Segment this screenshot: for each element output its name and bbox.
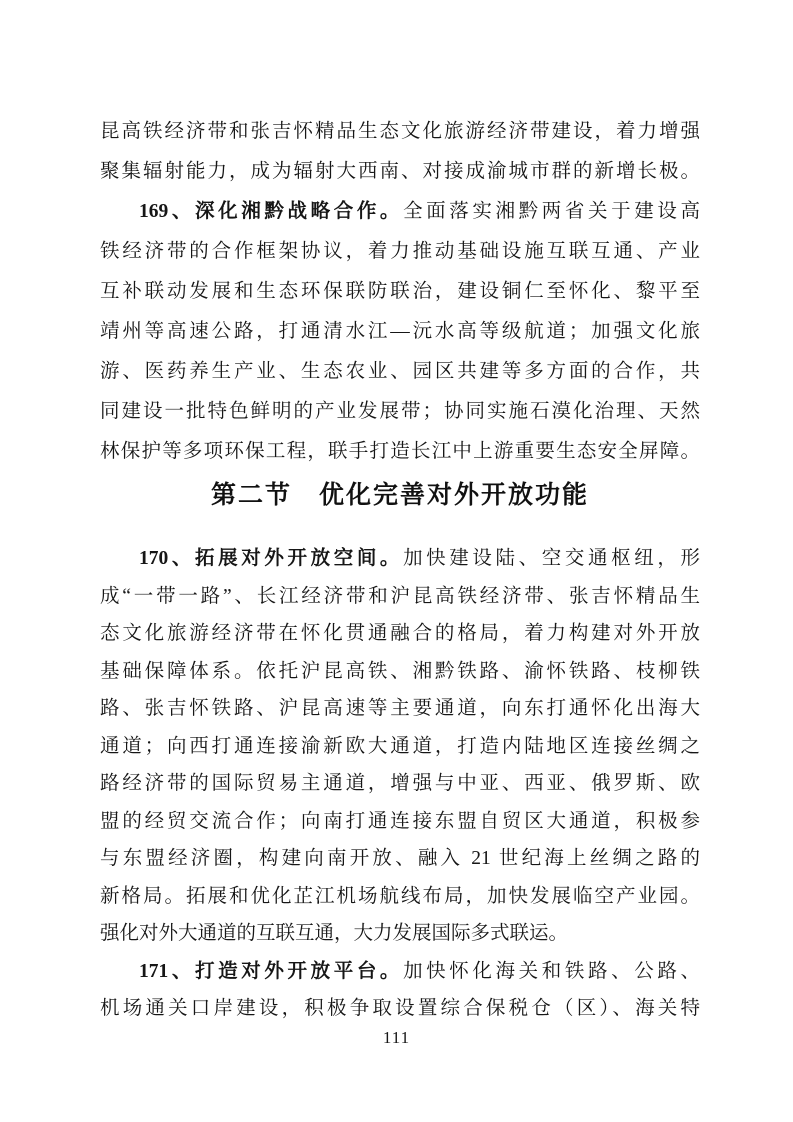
text-line xyxy=(100,803,700,841)
text-run: 成“一带一路”、长江经济带和沪昆高铁经济带、张吉怀精品生 xyxy=(100,585,700,607)
text-run: 靖州等高速公路，打通清水江—沅水高等级航道；加强文化旅 xyxy=(100,321,700,342)
text-run: 同建设一批特色鲜明的产业发展带；协同实施石漠化治理、天然 xyxy=(100,401,700,422)
text-line xyxy=(100,953,700,991)
text-run: 互补联动发展和生态环保联防联治，建设铜仁至怀化、黎平至 xyxy=(100,281,700,302)
text-line xyxy=(100,540,700,578)
text-line xyxy=(100,990,700,1028)
section-heading: 第二节 优化完善对外开放功能 xyxy=(210,482,589,509)
text-line xyxy=(100,653,700,691)
text-line xyxy=(100,915,700,953)
text-run: 全面落实湘黔两省关于建设高 xyxy=(403,201,700,222)
bold-run: 171、打造对外开放平台。 xyxy=(139,960,404,982)
text-run: 聚集辐射能力，成为辐射大西南、对接成渝城市群的新增长极。 xyxy=(100,161,700,182)
text-line xyxy=(100,840,700,878)
text-line xyxy=(100,765,700,803)
text-line xyxy=(100,272,700,312)
text-line xyxy=(100,432,700,472)
text-run: 通道；向西打通连接渝新欧大通道，打造内陆地区连接丝绸之 xyxy=(100,735,700,757)
text-run: 与东盟经济圈，构建向南开放、融入 21 世纪海上丝绸之路的 xyxy=(100,848,700,869)
text-line xyxy=(100,112,700,152)
text-line xyxy=(100,152,700,192)
text-line xyxy=(100,232,700,272)
text-run: 加快建设陆、空交通枢纽，形 xyxy=(403,548,700,569)
text-run: 强化对外大通道的互联互通，大力发展国际多式联运。 xyxy=(100,923,569,944)
text-line xyxy=(100,578,700,616)
text-line xyxy=(100,728,700,766)
text-line xyxy=(100,312,700,352)
text-line xyxy=(100,878,700,916)
paragraph-block-upper xyxy=(100,112,700,472)
text-run: 机场通关口岸建设，积极争取设置综合保税仓（区）、海关特 xyxy=(100,998,700,1019)
text-run: 林保护等多项环保工程，联手打造长江中上游重要生态安全屏障。 xyxy=(100,441,700,462)
text-run: 盟的经贸交流合作；向南打通连接东盟自贸区大通道，积极参 xyxy=(100,810,700,832)
bold-run: 169、深化湘黔战略合作。 xyxy=(139,201,404,222)
paragraph-block-lower xyxy=(100,540,700,1028)
text-run: 路、张吉怀铁路、沪昆高速等主要通道，向东打通怀化出海大 xyxy=(100,698,700,719)
bold-run: 170、拓展对外开放空间。 xyxy=(139,548,404,569)
text-line xyxy=(100,352,700,392)
text-run: 新格局。拓展和优化芷江机场航线布局，加快发展临空产业园。 xyxy=(100,885,700,907)
text-line xyxy=(100,392,700,432)
text-line xyxy=(100,615,700,653)
text-run: 基础保障体系。依托沪昆高铁、湘黔铁路、渝怀铁路、枝柳铁 xyxy=(100,660,700,682)
text-line xyxy=(100,690,700,728)
text-line xyxy=(100,192,700,232)
text-run: 昆高铁经济带和张吉怀精品生态文化旅游经济带建设，着力增强 xyxy=(100,121,700,142)
text-run: 路经济带的国际贸易主通道，增强与中亚、西亚、俄罗斯、欧 xyxy=(100,773,700,794)
text-run: 游、医药养生产业、生态农业、园区共建等多方面的合作，共 xyxy=(100,361,700,382)
text-run: 铁经济带的合作框架协议，着力推动基础设施互联互通、产业 xyxy=(100,241,700,262)
page-number: 111 xyxy=(382,1028,411,1047)
text-run: 加快怀化海关和铁路、公路、 xyxy=(403,960,700,982)
text-run: 态文化旅游经济带在怀化贯通融合的格局，着力构建对外开放 xyxy=(100,623,700,644)
